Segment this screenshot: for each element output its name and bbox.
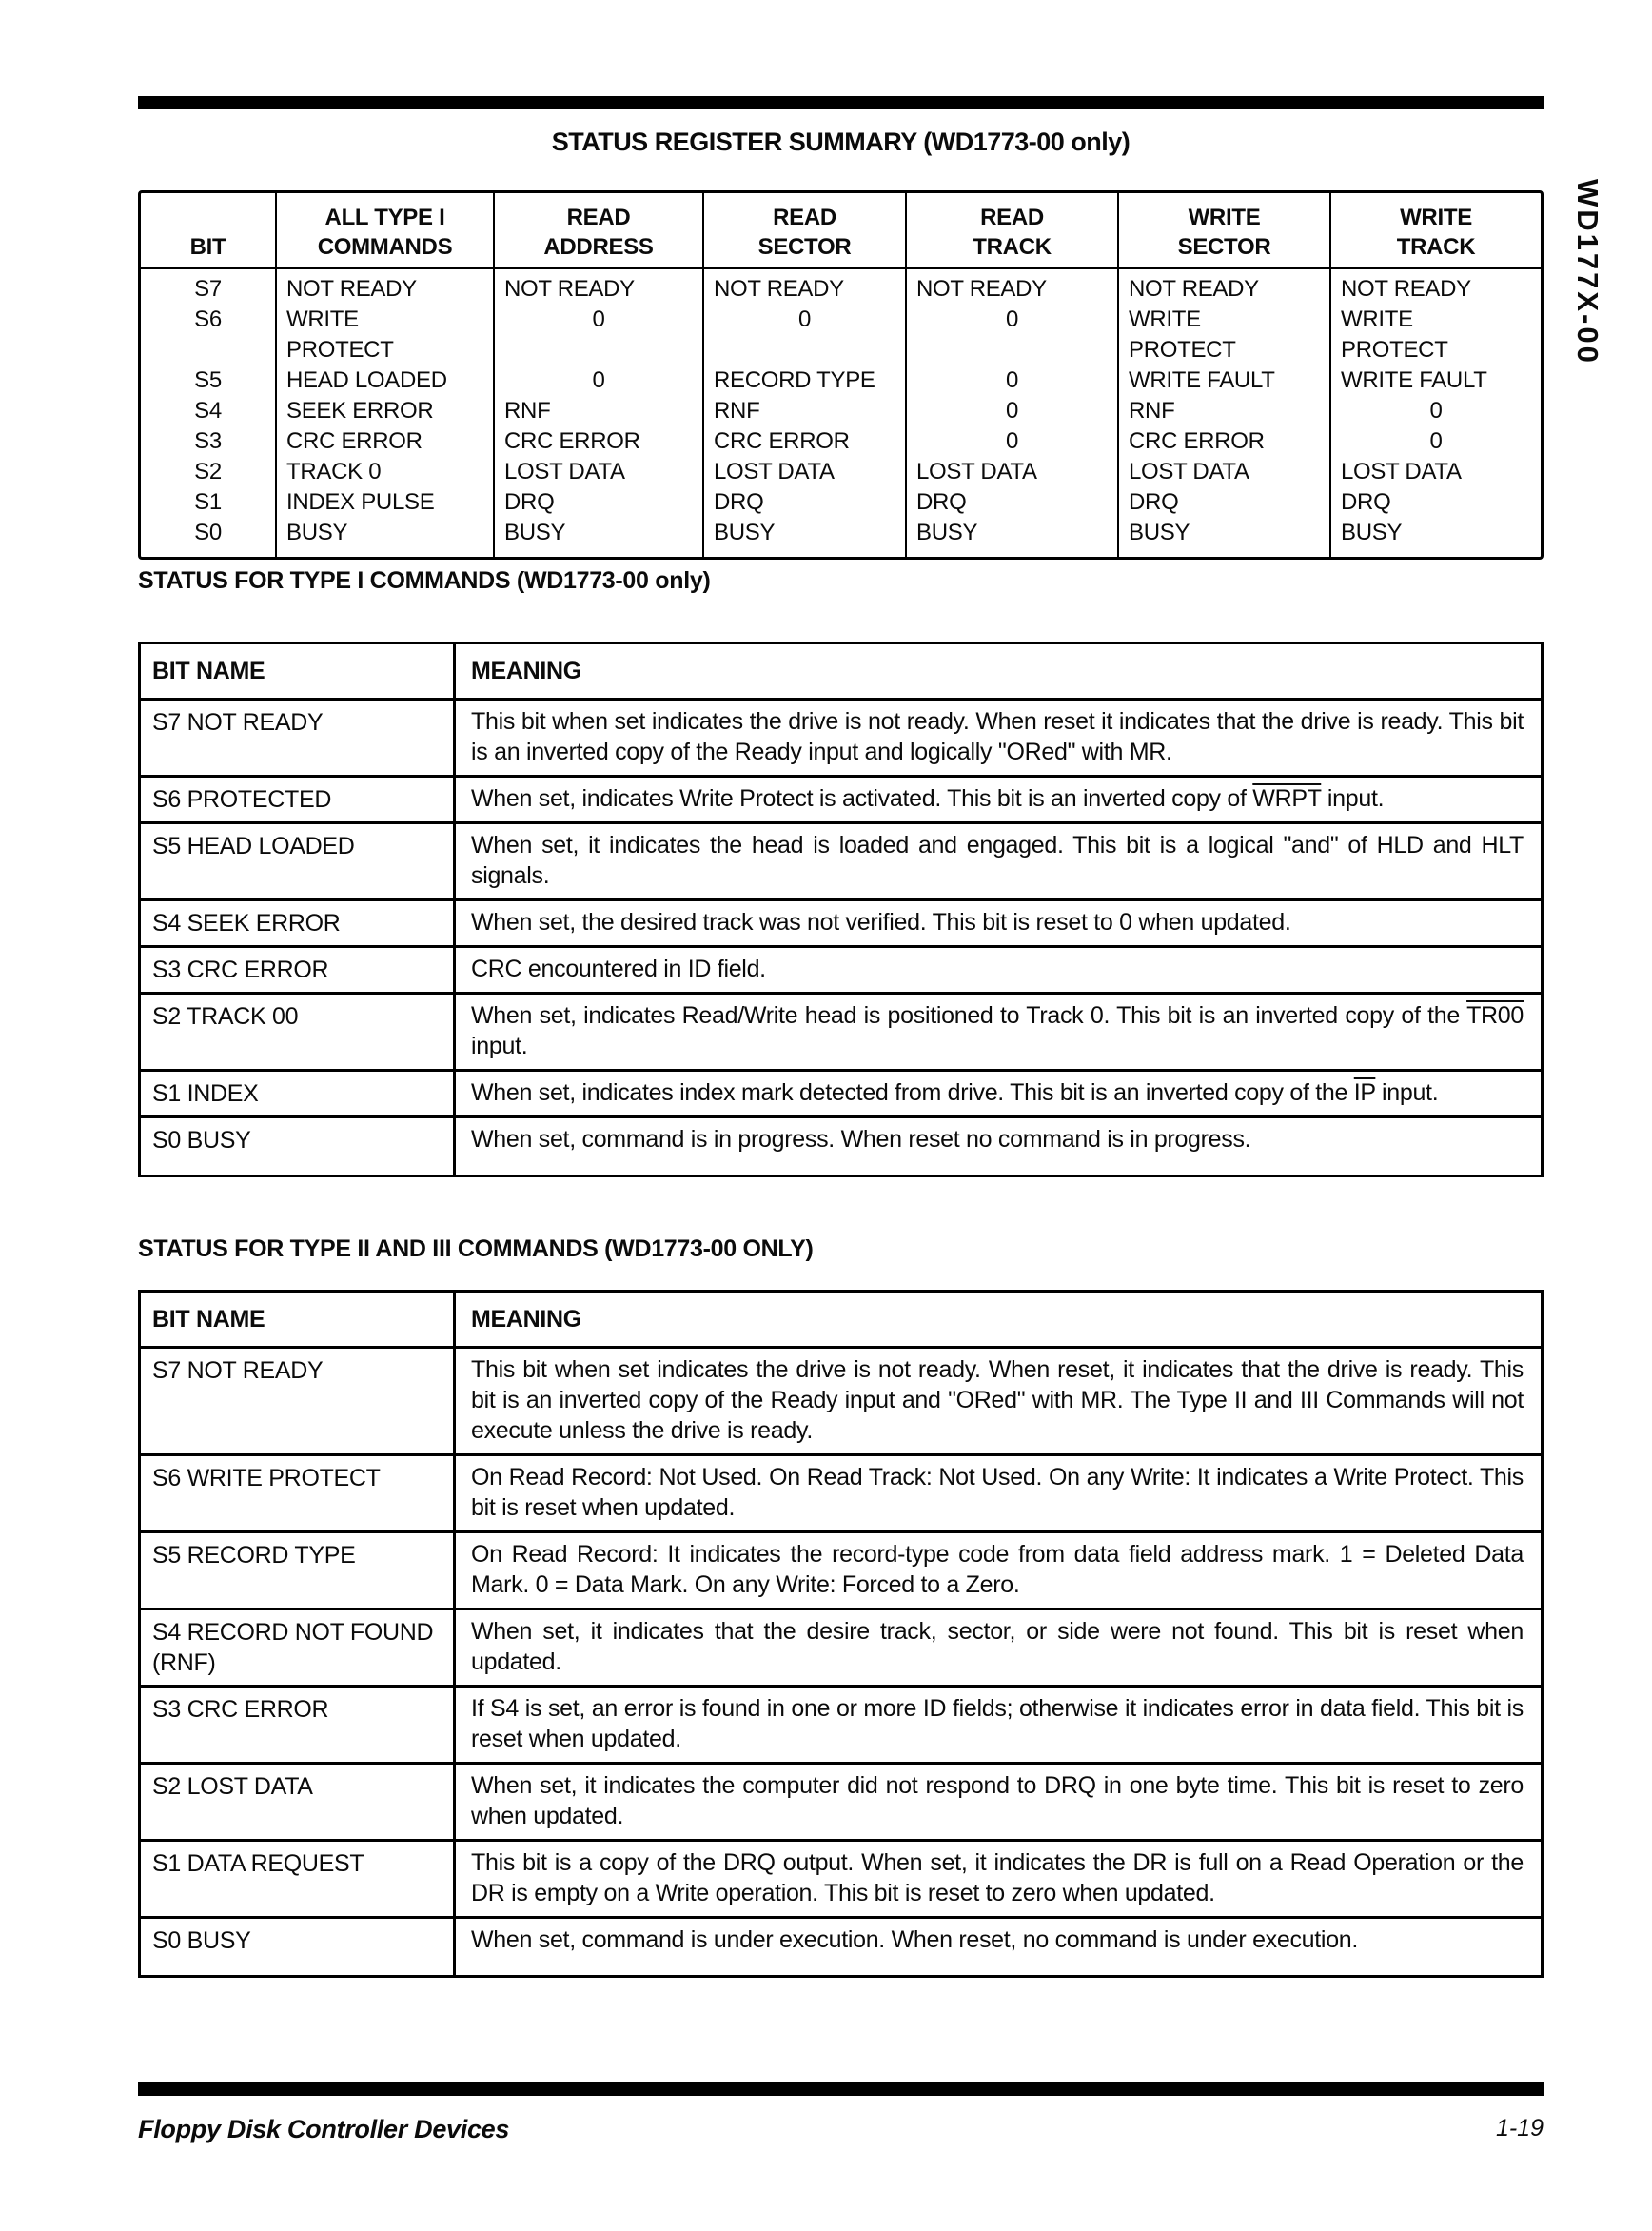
table-row xyxy=(141,1685,1541,1762)
status-value: INDEX PULSE xyxy=(286,489,435,515)
bit-name-cell: S4 RECORD NOT FOUND (RNF) xyxy=(141,1610,456,1685)
bit-name-cell: S4 SEEK ERROR xyxy=(141,901,456,945)
table-row xyxy=(141,821,1541,898)
meaning-cell: On Read Record: It indicates the record-type code from data field address mark. 1 = Deleted Data Mark. 0 = Data Mark. On any Write: Forced to a Zero. xyxy=(471,1541,1524,1598)
bit-label: S4 xyxy=(194,398,222,424)
bit-name-cell: S7 NOT READY xyxy=(141,701,456,775)
bit-label: S2 xyxy=(194,459,222,484)
summary-table-header-row xyxy=(141,193,1541,267)
bit-label: S7 xyxy=(194,276,222,302)
status-value: RNF xyxy=(1129,398,1175,424)
status-column xyxy=(702,269,905,557)
bit-name-cell: S5 HEAD LOADED xyxy=(141,824,456,898)
status-value: DRQ xyxy=(1341,489,1391,515)
status-value: NOT READY xyxy=(1129,276,1259,302)
bit-name-header: BIT NAME xyxy=(141,644,456,698)
summary-column-header: ALL TYPE I COMMANDS xyxy=(275,193,493,267)
top-rule xyxy=(138,96,1544,109)
table-row xyxy=(141,698,1541,775)
status-value: 0 xyxy=(1429,428,1443,454)
status-value: BUSY xyxy=(714,520,776,545)
status-value: RECORD TYPE xyxy=(714,367,875,393)
type1-status-table xyxy=(138,642,1544,1177)
summary-column-header: WRITE TRACK xyxy=(1329,193,1541,267)
status-value: PROTECT xyxy=(1129,337,1236,363)
status-value: BUSY xyxy=(1341,520,1403,545)
status-value: TRACK 0 xyxy=(286,459,382,484)
type1-section-heading: STATUS FOR TYPE I COMMANDS (WD1773-00 only) xyxy=(138,567,711,594)
status-value: BUSY xyxy=(916,520,978,545)
status-value: PROTECT xyxy=(1341,337,1448,363)
status-value: 0 xyxy=(1005,428,1019,454)
meaning-cell: CRC encountered in ID field. xyxy=(471,956,766,982)
meaning-cell: This bit when set indicates the drive is not ready. When reset, it indicates that the drive is ready. This bit is an inverted copy of the Ready input and "ORed" with MR. The Type II and III Commands will not execute unless the drive is ready. xyxy=(471,1356,1524,1444)
status-value: NOT READY xyxy=(714,276,844,302)
status-value: RNF xyxy=(714,398,760,424)
meaning-header: MEANING xyxy=(471,658,581,684)
status-value: 0 xyxy=(592,306,605,332)
status-value xyxy=(907,335,1117,365)
status-value: LOST DATA xyxy=(1129,459,1249,484)
bit-name-cell: S7 NOT READY xyxy=(141,1349,456,1453)
status-column xyxy=(905,269,1117,557)
status-value: BUSY xyxy=(286,520,348,545)
bit-name-header: BIT NAME xyxy=(141,1293,456,1346)
bit-label: S1 xyxy=(194,489,222,515)
table-row xyxy=(141,1608,1541,1685)
bit-label: S5 xyxy=(194,367,222,393)
bit-name-cell: S6 PROTECTED xyxy=(141,778,456,821)
status-value: 0 xyxy=(1005,306,1019,332)
status-value: 0 xyxy=(592,367,605,393)
status-value: 0 xyxy=(797,306,812,332)
side-label-part-number: WD177X-00 xyxy=(1571,179,1604,365)
table-row xyxy=(141,775,1541,821)
status-value xyxy=(495,335,702,365)
status-value: HEAD LOADED xyxy=(286,367,447,393)
bit-name-cell: S6 WRITE PROTECT xyxy=(141,1456,456,1530)
table-row xyxy=(141,1762,1541,1839)
meaning-cell: If S4 is set, an error is found in one or more ID fields; otherwise it indicates error in data field. This bit is reset when updated. xyxy=(471,1695,1524,1752)
bit-name-cell: S3 CRC ERROR xyxy=(141,948,456,992)
table-row xyxy=(141,1530,1541,1608)
meaning-cell: When set, it indicates the head is loaded and engaged. This bit is a logical "and" of HLD and HLT signals. xyxy=(471,832,1524,889)
status-value: LOST DATA xyxy=(1341,459,1462,484)
status-value: CRC ERROR xyxy=(1129,428,1265,454)
table-row xyxy=(141,992,1541,1069)
bit-name-cell: S5 RECORD TYPE xyxy=(141,1533,456,1608)
status-value: DRQ xyxy=(916,489,967,515)
bit-column xyxy=(141,269,275,557)
meaning-cell: When set, command is in progress. When reset no command is in progress. xyxy=(471,1126,1251,1153)
table-row xyxy=(141,1116,1541,1175)
status-value: BUSY xyxy=(504,520,566,545)
status-value: LOST DATA xyxy=(916,459,1037,484)
status-value: DRQ xyxy=(1129,489,1179,515)
meaning-cell: When set, it indicates the computer did not respond to DRQ in one byte time. This bit is reset to zero when updated. xyxy=(471,1772,1524,1829)
table-row xyxy=(141,1346,1541,1453)
type2-section-heading: STATUS FOR TYPE II AND III COMMANDS (WD1773-00 ONLY) xyxy=(138,1235,814,1262)
status-value: NOT READY xyxy=(916,276,1047,302)
status-value: WRITE xyxy=(1341,306,1413,332)
bit-name-cell: S0 BUSY xyxy=(141,1919,456,1975)
status-column xyxy=(1329,269,1541,557)
table-row xyxy=(141,1453,1541,1530)
status-value: 0 xyxy=(1429,398,1443,424)
meaning-cell: This bit when set indicates the drive is not ready. When reset it indicates that the drive is ready. This bit is an inverted copy of the Ready input and logically "ORed" with MR. xyxy=(471,708,1524,765)
bit-label: S3 xyxy=(194,428,222,454)
summary-column-header: BIT xyxy=(189,234,226,260)
status-value: DRQ xyxy=(504,489,555,515)
meaning-header: MEANING xyxy=(471,1306,581,1333)
table-header-row xyxy=(141,1293,1541,1346)
type2-status-table xyxy=(138,1290,1544,1978)
bit-name-cell: S1 DATA REQUEST xyxy=(141,1842,456,1916)
status-value: CRC ERROR xyxy=(286,428,423,454)
table-row xyxy=(141,1839,1541,1916)
summary-column-header: READ SECTOR xyxy=(702,193,905,267)
meaning-cell: When set, indicates Read/Write head is positioned to Track 0. This bit is an inverted copy of the TR00 input. xyxy=(471,1002,1524,1059)
status-value: BUSY xyxy=(1129,520,1190,545)
bit-name-cell: S1 INDEX xyxy=(141,1072,456,1116)
status-value: NOT READY xyxy=(1341,276,1471,302)
table-header-row xyxy=(141,644,1541,698)
summary-table-title: STATUS REGISTER SUMMARY (WD1773-00 only) xyxy=(551,128,1131,156)
bit-label: S0 xyxy=(194,520,222,545)
bit-name-cell: S2 LOST DATA xyxy=(141,1765,456,1839)
table-row xyxy=(141,1069,1541,1116)
bit-label: S6 xyxy=(194,306,222,332)
meaning-cell: When set, command is under execution. When reset, no command is under execution. xyxy=(471,1926,1359,1953)
footer-page-number: 1-19 xyxy=(1495,2115,1544,2142)
table-row xyxy=(141,945,1541,992)
status-register-summary-table xyxy=(138,190,1544,560)
status-column xyxy=(275,269,493,557)
status-value: WRITE xyxy=(286,306,359,332)
status-column xyxy=(493,269,702,557)
status-value: CRC ERROR xyxy=(714,428,850,454)
status-value: WRITE FAULT xyxy=(1129,367,1275,393)
footer-document-title: Floppy Disk Controller Devices xyxy=(138,2115,510,2143)
bit-name-cell: S3 CRC ERROR xyxy=(141,1688,456,1762)
summary-table-body xyxy=(141,267,1541,557)
status-value: DRQ xyxy=(714,489,764,515)
table-row xyxy=(141,1916,1541,1975)
status-value: LOST DATA xyxy=(504,459,625,484)
meaning-cell: This bit is a copy of the DRQ output. When set, it indicates the DR is full on a Read Operation or the DR is empty on a Write operation. This bit is reset to zero when updated. xyxy=(471,1849,1524,1906)
meaning-cell: When set, the desired track was not verified. This bit is reset to 0 when updated. xyxy=(471,909,1291,936)
meaning-cell: When set, indicates Write Protect is activated. This bit is an inverted copy of WRPT input. xyxy=(471,785,1385,812)
table-row xyxy=(141,898,1541,945)
bit-name-cell: S0 BUSY xyxy=(141,1118,456,1175)
page-footer xyxy=(138,2115,1544,2144)
status-value: NOT READY xyxy=(286,276,417,302)
status-value: 0 xyxy=(1005,367,1019,393)
status-value: LOST DATA xyxy=(714,459,835,484)
summary-column-header: READ ADDRESS xyxy=(493,193,702,267)
status-value: RNF xyxy=(504,398,551,424)
meaning-cell: On Read Record: Not Used. On Read Track: Not Used. On any Write: It indicates a Write Protect. This bit is reset when updated. xyxy=(471,1464,1524,1521)
summary-column-header: WRITE SECTOR xyxy=(1117,193,1329,267)
meaning-cell: When set, indicates index mark detected from drive. This bit is an inverted copy of the $\overline{IP}$ input. xyxy=(471,1079,1439,1106)
status-value: WRITE xyxy=(1129,306,1201,332)
status-value: 0 xyxy=(1005,398,1019,424)
bit-label xyxy=(141,335,275,365)
status-value: CRC ERROR xyxy=(504,428,640,454)
status-value: PROTECT xyxy=(286,337,394,363)
status-value: NOT READY xyxy=(504,276,635,302)
meaning-cell: When set, it indicates that the desire track, sector, or side were not found. This bit is reset when updated. xyxy=(471,1618,1524,1675)
status-value xyxy=(704,335,905,365)
summary-column-header: READ TRACK xyxy=(905,193,1117,267)
status-value: SEEK ERROR xyxy=(286,398,434,424)
footer-rule xyxy=(138,2082,1544,2096)
status-column xyxy=(1117,269,1329,557)
bit-name-cell: S2 TRACK 00 xyxy=(141,995,456,1069)
status-value: WRITE FAULT xyxy=(1341,367,1487,393)
